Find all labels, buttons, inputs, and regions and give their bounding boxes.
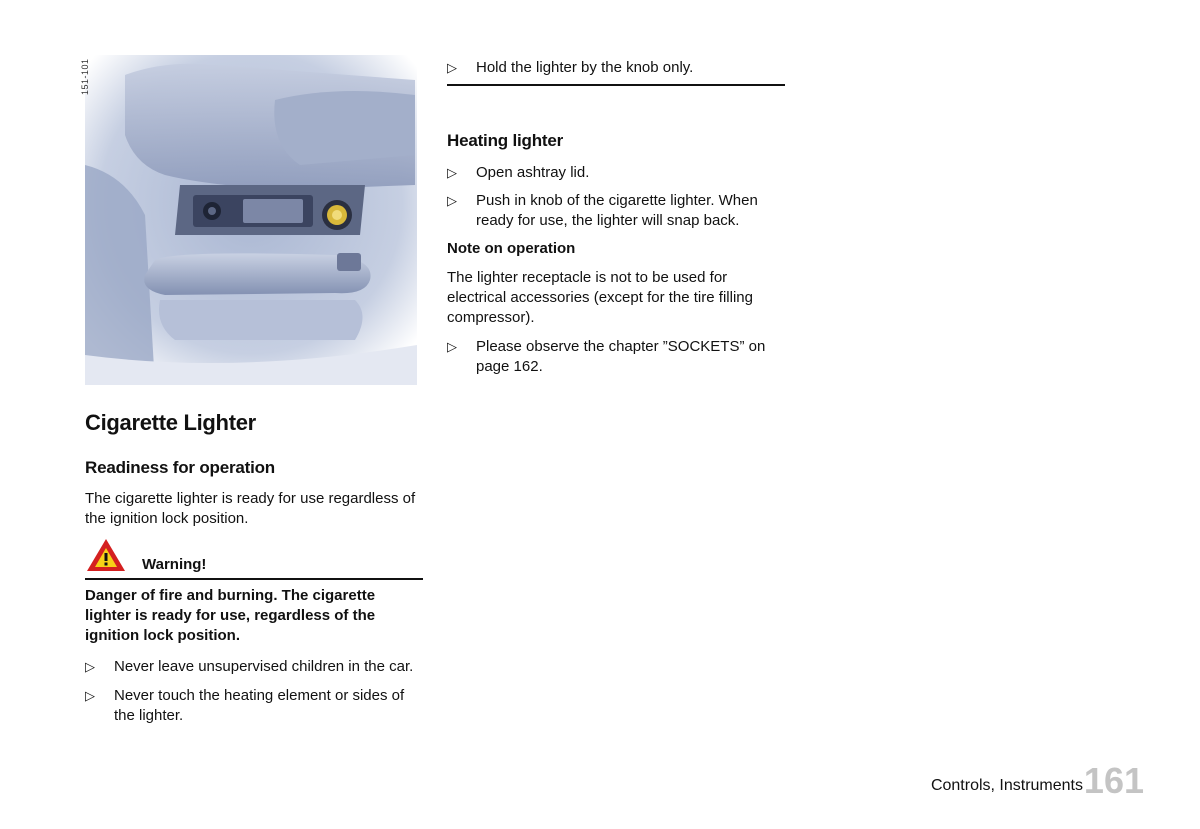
bullet-arrow-icon: ▷ [447,193,457,208]
bullet-arrow-icon: ▷ [447,339,457,354]
figure-code: 151-101 [80,58,90,95]
bullet-arrow-icon: ▷ [85,659,95,674]
list-item [447,58,785,78]
bullet-text: Please observe the chapter ”SOCKETS” on page 162. [476,338,766,375]
page-number: 161 [1083,760,1144,801]
page-title: Cigarette Lighter [85,410,256,435]
readiness-heading: Readiness for operation [85,458,275,477]
warning-header [85,537,423,579]
footer-section-label: Controls, Instruments [930,777,1083,794]
note-text: The lighter receptacle is not to be used for electrical accessories (except for the tire filling compressor). [447,269,753,326]
warning-label: Warning! [142,556,207,573]
warning-text: Danger of fire and burning. The cigarette lighter is ready for use, regardless of the ignition lock position. [85,587,376,644]
list-item [447,163,785,183]
warning-rule [85,578,423,580]
bullet-text: Never touch the heating element or sides of the lighter. [114,687,405,724]
list-item [85,657,423,677]
bullet-arrow-icon: ▷ [447,60,457,75]
bullet-text: Push in knob of the cigarette lighter. When ready for use, the lighter will snap back. [476,192,758,229]
list-item [85,686,423,726]
section-rule [447,84,785,86]
bullet-arrow-icon: ▷ [447,165,457,180]
bullet-text: Hold the lighter by the knob only. [476,59,694,76]
list-item [447,337,767,377]
list-item [447,191,767,231]
bullet-text: Never leave unsupervised children in the car. [114,658,414,675]
note-heading: Note on operation [447,240,576,257]
cigarette-lighter-illustration [85,55,417,385]
readiness-text: The cigarette lighter is ready for use regardless of the ignition lock position. [85,490,416,527]
bullet-arrow-icon: ▷ [85,688,95,703]
warning-triangle-icon [85,537,127,573]
heating-heading: Heating lighter [447,131,564,150]
bullet-text: Open ashtray lid. [476,164,590,181]
